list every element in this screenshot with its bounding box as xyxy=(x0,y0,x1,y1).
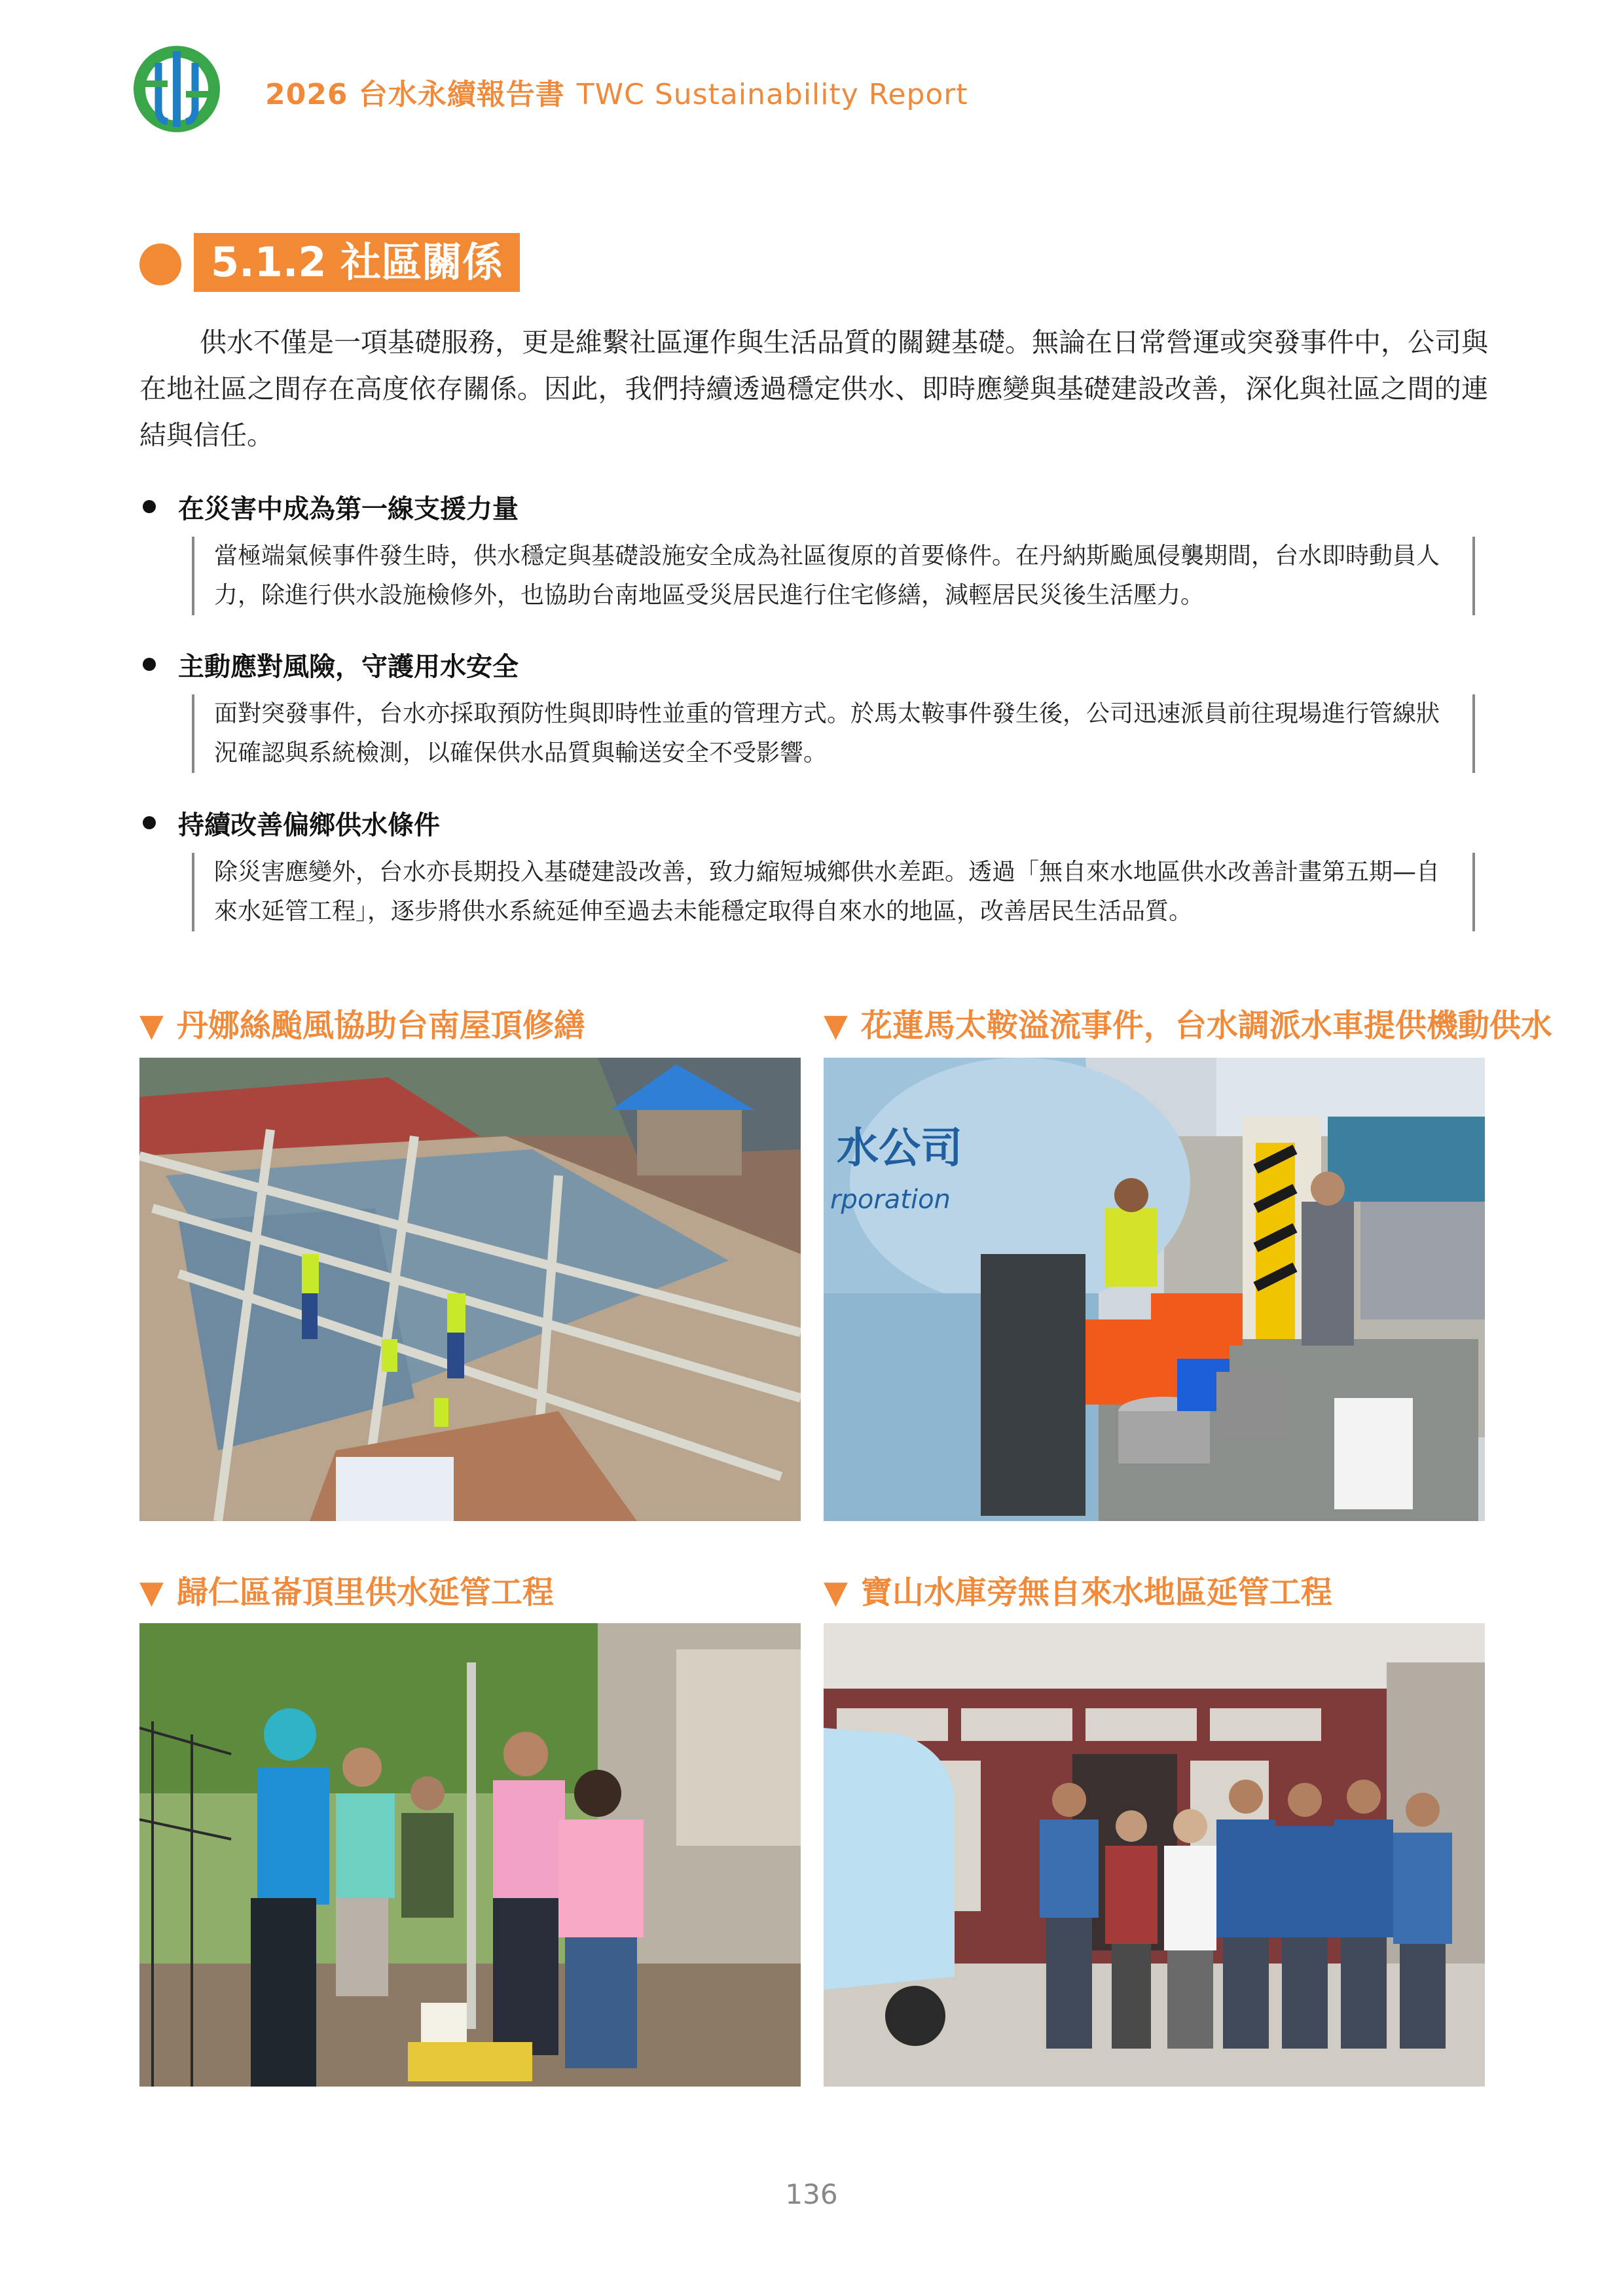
photo-guiren-group xyxy=(139,1623,801,2087)
svg-text:rporation: rporation xyxy=(830,1185,951,1215)
bullet-text-risk-response: 面對突發事件，台水亦採取預防性與即時性並重的管理方式。於馬太鞍事件發生後，公司迅速派員前往現場進行管線狀況確認與系統檢測，以確保供水品質與輸送安全不受影響。 xyxy=(192,694,1475,773)
bullet-text-disaster-support: 當極端氣候事件發生時，供水穩定與基礎設施安全成為社區復原的首要條件。在丹納斯颱風侵襲期間，台水即時動員人力，除進行供水設施檢修外，也協助台南地區受災居民進行住宅修繕，減輕居民災後生活壓力。 xyxy=(192,537,1475,615)
page-number: 136 xyxy=(785,2178,838,2210)
bullet-dot xyxy=(143,500,156,513)
bullet-text-rural-water: 除災害應變外，台水亦長期投入基礎建設改善，致力縮短城鄉供水差距。透過「無自來水地區供水改善計畫第五期—自來水延管工程」，逐步將供水系統延伸至過去未能穩定取得自來水的地區，改善居民生活品質。 xyxy=(192,853,1475,931)
photo-caption-guiren-pipeline: ▼ 歸仁區崙頂里供水延管工程 xyxy=(139,1574,554,1611)
photo-caption-water-truck: ▼ 花蓮馬太鞍溢流事件，台水調派水車提供機動供水 xyxy=(824,1007,1552,1044)
report-title-zh: 2026 台水永續報告書 xyxy=(265,78,565,111)
bullet-title-risk-response: 主動應對風險，守護用水安全 xyxy=(178,652,519,682)
triangle-down-icon: ▼ xyxy=(824,1574,848,1611)
section-marker-dot xyxy=(139,243,181,285)
photo-baoshan-group xyxy=(824,1623,1485,2087)
photo-water-truck xyxy=(824,1058,1485,1521)
svg-text:水公司: 水公司 xyxy=(837,1124,962,1173)
photo-caption-roof-repair: ▼ 丹娜絲颱風協助台南屋頂修繕 xyxy=(139,1007,585,1044)
report-title-en: TWC Sustainability Report xyxy=(576,78,968,111)
bullet-dot xyxy=(143,658,156,671)
photo-caption-baoshan-pipeline: ▼ 寶山水庫旁無自來水地區延管工程 xyxy=(824,1574,1332,1611)
photo-roof-repair xyxy=(139,1058,801,1521)
triangle-down-icon: ▼ xyxy=(824,1007,848,1044)
bullet-dot xyxy=(143,816,156,829)
bullet-title-rural-water: 持續改善偏鄉供水條件 xyxy=(178,810,440,840)
bullet-title-disaster-support: 在災害中成為第一線支援力量 xyxy=(178,494,519,524)
twc-water-logo-icon xyxy=(131,43,223,135)
report-header-title xyxy=(265,71,968,113)
triangle-down-icon: ▼ xyxy=(139,1007,164,1044)
section-title: 5.1.2 社區關係 xyxy=(194,233,520,292)
intro-paragraph: 供水不僅是一項基礎服務，更是維繫社區運作與生活品質的關鍵基礎。無論在日常營運或突發事件中，公司與在地社區之間存在高度依存關係。因此，我們持續透過穩定供水、即時應變與基礎建設改善，深化與社區之間的連結與信任。 xyxy=(139,327,1488,451)
triangle-down-icon: ▼ xyxy=(139,1574,164,1611)
